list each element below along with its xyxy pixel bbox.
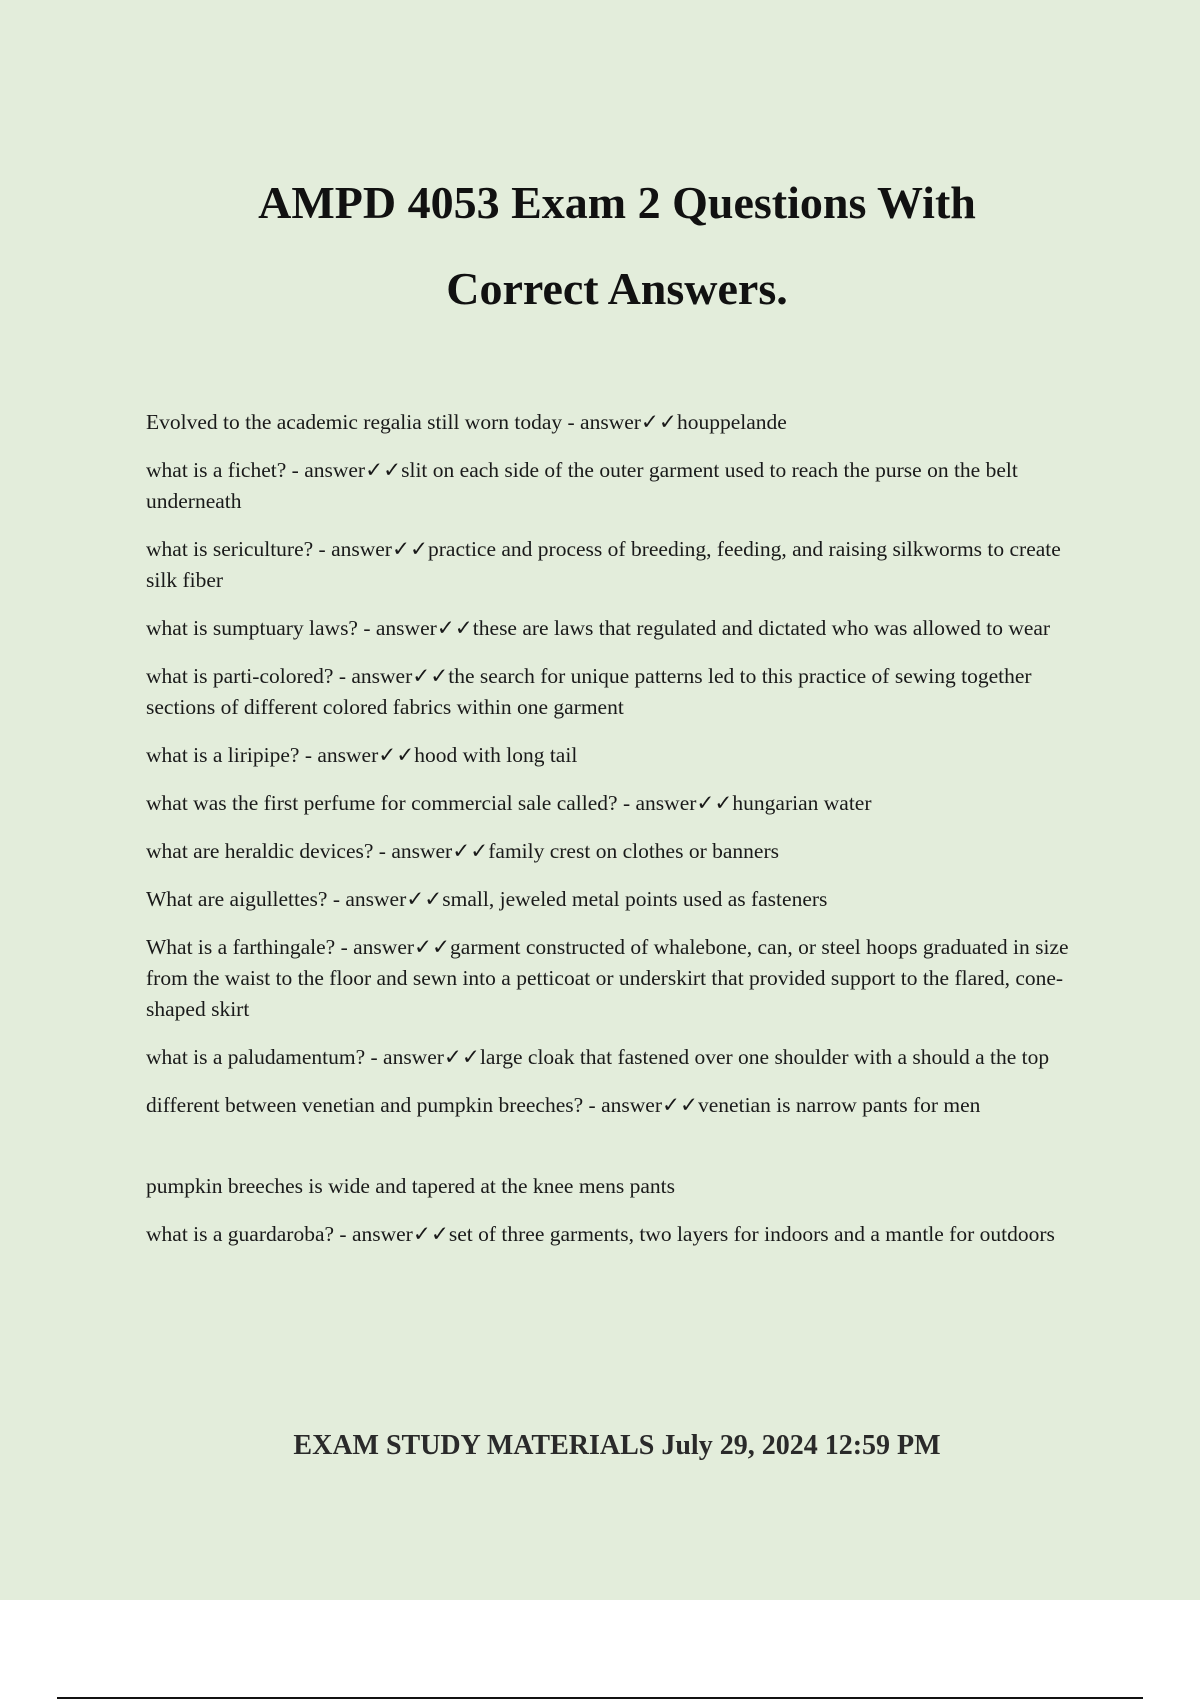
qa-item-farthingale: What is a farthingale? - answer✓✓garment constructed of whalebone, can, or steel hoops graduated in size from the waist to the floor and sewn into a petticoat or underskirt that provided support to the flared, cone-shaped skirt xyxy=(146,935,1069,1021)
qa-item-fichet: what is a fichet? - answer✓✓slit on each side of the outer garment used to reach the purse on the belt underneath xyxy=(146,458,1018,513)
qa-item-sericulture: what is sericulture? - answer✓✓practice and process of breeding, feeding, and raising silkworms to create silk fiber xyxy=(146,537,1061,592)
footer-stamp: EXAM STUDY MATERIALS July 29, 2024 12:59 PM xyxy=(293,1430,941,1461)
qa-item-pumpkin-breeches: pumpkin breeches is wide and tapered at the knee mens pants xyxy=(146,1174,675,1198)
qa-item-parti-colored: what is parti-colored? - answer✓✓the search for unique patterns led to this practice of sewing together sections of different colored fabrics within one garment xyxy=(146,664,1032,719)
qa-item-liripipe: what is a liripipe? - answer✓✓hood with long tail xyxy=(146,743,578,767)
qa-item-perfume: what was the first perfume for commercial sale called? - answer✓✓hungarian water xyxy=(146,791,872,815)
question-answer-list xyxy=(146,407,1091,1267)
title-line-2: Correct Answers. xyxy=(446,263,788,314)
qa-item-houppelande: Evolved to the academic regalia still worn today - answer✓✓houppelande xyxy=(146,410,787,434)
title-line-1: AMPD 4053 Exam 2 Questions With xyxy=(258,177,976,228)
bottom-divider xyxy=(57,1697,1143,1699)
document-title xyxy=(100,160,1134,332)
qa-item-breeches: different between venetian and pumpkin breeches? - answer✓✓venetian is narrow pants for men xyxy=(146,1093,981,1117)
qa-item-paludamentum: what is a paludamentum? - answer✓✓large cloak that fastened over one shoulder with a should a the top xyxy=(146,1045,1050,1069)
qa-item-heraldic-devices: what are heraldic devices? - answer✓✓family crest on clothes or banners xyxy=(146,839,779,863)
qa-item-guardaroba: what is a guardaroba? - answer✓✓set of three garments, two layers for indoors and a mantle for outdoors xyxy=(146,1222,1055,1246)
qa-item-sumptuary-laws: what is sumptuary laws? - answer✓✓these are laws that regulated and dictated who was allowed to wear xyxy=(146,616,1051,640)
qa-item-aigullettes: What are aigullettes? - answer✓✓small, jeweled metal points used as fasteners xyxy=(146,887,828,911)
